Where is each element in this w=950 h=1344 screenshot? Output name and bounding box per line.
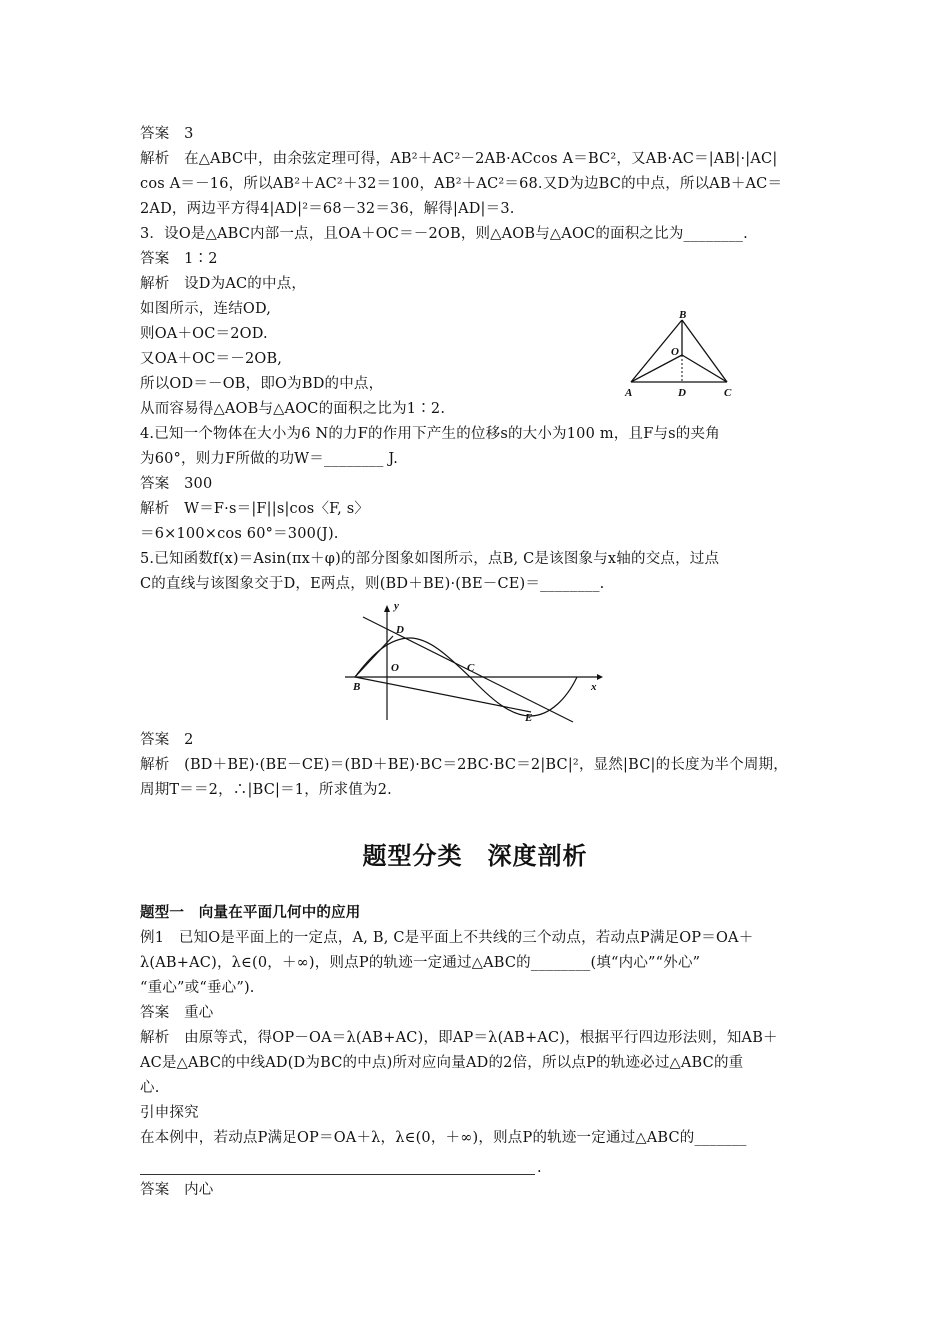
solution-line: 从而容易得△AOB与△AOC的面积之比为1∶2. [140, 401, 446, 417]
solution-line: 周期T＝＝2，∴|BC|＝1，所求值为2. [140, 782, 392, 798]
segment-be [355, 677, 531, 712]
answer-line: 答案 3 [140, 126, 194, 142]
segment-co [682, 355, 727, 382]
label-c: C [467, 662, 475, 674]
segment-bc [682, 320, 727, 382]
period: . [537, 1160, 542, 1176]
label-e: E [525, 712, 533, 723]
solution-line: 则OA＋OC＝2OD. [140, 326, 268, 342]
answer-line: 答案 1∶2 [140, 251, 218, 267]
question-5: 5.已知函数f(x)＝Asin(πx＋φ)的部分图象如图所示，点B, C是该图象与x轴的交点，过点 [140, 551, 720, 567]
triangle-figure [615, 310, 745, 405]
answer-line: 答案 重心 [140, 1005, 214, 1021]
example-1: 例1 已知O是平面上的一定点，A, B, C是平面上不共线的三个动点，若动点P满足OP＝OA＋ [140, 930, 754, 946]
solution-line: 解析 由原等式，得OP－OA＝λ(AB+AC)，即AP＝λ(AB+AC)，根据平行四边形法则，知AB＋ [140, 1030, 778, 1046]
label-d: D [396, 624, 404, 636]
solution-line: cos A＝－16，所以AB²＋AC²＋32＝100，AB²＋AC²＝68.又D为边BC的中点，所以AB＋AC＝ [140, 176, 783, 192]
extension-question: 在本例中，若动点P满足OP＝OA＋λ，λ∈(0，＋∞)，则点P的轨迹一定通过△ABC的_______ [140, 1130, 747, 1146]
solution-line: 所以OD＝－OB，即O为BD的中点， [140, 376, 384, 392]
example-1: “重心”或“垂心”). [140, 980, 255, 996]
example-1: λ(AB+AC)，λ∈(0，＋∞)，则点P的轨迹一定通过△ABC的________(填“内心”“外心” [140, 955, 701, 971]
solution-line: 解析 设D为AC的中点， [140, 276, 307, 292]
solution-line: 解析 (BD＋BE)·(BE－CE)＝(BD＋BE)·BC＝2BC·BC＝2|BC|²，显然|BC|的长度为半个周期， [140, 757, 788, 773]
solution-line: ＝6×100×cos 60°＝300(J). [140, 526, 339, 542]
topic-title: 题型一 向量在平面几何中的应用 [140, 905, 361, 921]
label-o: O [671, 346, 679, 358]
x-axis-arrow [597, 674, 603, 680]
label-x: x [591, 681, 597, 693]
question-4: 为60°，则力F所做的功W＝________ J. [140, 451, 399, 467]
answer-line: 答案 300 [140, 476, 213, 492]
label-b: B [679, 310, 687, 321]
label-o: O [391, 662, 399, 674]
question-4: 4.已知一个物体在大小为6 N的力F的作用下产生的位移s的大小为100 m，且F与s的夹角 [140, 426, 720, 442]
solution-line: 2AD，两边平方得4|AD|²＝68－32＝36，解得|AD|＝3. [140, 201, 515, 217]
label-a: A [625, 387, 633, 399]
label-d: D [678, 387, 686, 399]
answer-line: 答案 内心 [140, 1182, 214, 1198]
solution-line: AC是△ABC的中线AD(D为BC的中点)所对应向量AD的2倍，所以点P的轨迹必过△ABC的重 [140, 1055, 744, 1071]
label-c: C [724, 387, 732, 399]
solution-line: 又OA＋OC＝－2OB, [140, 351, 283, 367]
segment-ao [631, 355, 682, 382]
question-5: C的直线与该图象交于D，E两点，则(BD＋BE)·(BE－CE)＝________. [140, 576, 605, 592]
solution-line: 解析 在△ABC中，由余弦定理可得，AB²＋AC²－2AB·ACcos A＝BC²，又AB·AC＝|AB|·|AC| [140, 151, 778, 167]
y-axis-arrow [384, 605, 390, 612]
label-y: y [394, 600, 399, 612]
answer-blank [140, 1174, 535, 1175]
sine-graph-figure [345, 598, 610, 723]
section-heading: 题型分类 深度剖析 [362, 842, 588, 870]
solution-line: 心. [140, 1080, 160, 1096]
solution-line: 解析 W＝F·s＝|F||s|cos〈F, s〉 [140, 501, 370, 517]
extension-title: 引申探究 [140, 1105, 199, 1121]
question-3: 3．设O是△ABC内部一点，且OA＋OC＝－2OB，则△AOB与△AOC的面积之比为________. [140, 226, 748, 242]
answer-line: 答案 2 [140, 732, 194, 748]
label-b: B [353, 681, 361, 693]
solution-line: 如图所示，连结OD, [140, 301, 272, 317]
